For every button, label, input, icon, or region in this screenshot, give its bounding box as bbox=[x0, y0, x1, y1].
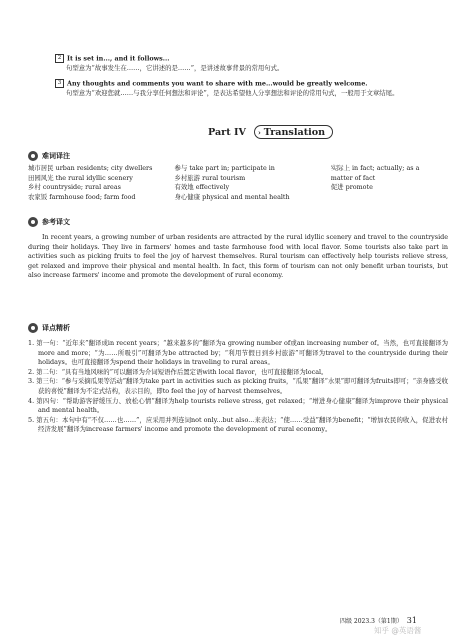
vocab-cell: 促进 promote bbox=[330, 183, 373, 192]
vocab-cell: matter of fact bbox=[330, 173, 376, 182]
item-number-box: 2 bbox=[55, 54, 64, 63]
vocab-row bbox=[28, 193, 448, 203]
vocab-cell bbox=[331, 193, 448, 203]
vocab-cell: 参与 take part in; participate in bbox=[174, 164, 275, 172]
part-title-badge bbox=[254, 125, 333, 139]
vocab-cell: 实际上 in fact; actually; as a bbox=[330, 164, 420, 172]
note-item: 1. 第一句：“近年来”翻译成in recent years；“越来越多的”翻译为a growing number of或an increasing number of。当然，也可直接翻译为more and more；“为……所吸引”可翻译为be attracted by；“利用节假日到乡村旅游”可翻译为travel to the countryside during their holidays。也可直接翻译为spend their holidays in traveling to rural areas。 bbox=[28, 339, 448, 367]
vocab-cell: 城市居民 urban residents; city dwellers bbox=[28, 164, 153, 172]
vocab-row bbox=[28, 183, 448, 193]
part-label: Part IV bbox=[208, 126, 246, 138]
vocab-cell: 农家饭 farmhouse food; farm food bbox=[28, 192, 136, 201]
item-title: It is set in..., and it follows... bbox=[67, 54, 170, 63]
note-item: 5. 第五句：本句中有“不仅……也……”，应采用并列连词not only...but also...来表达；“使……受益”翻译为benefit；“增加农民的收入，促进农村经济发展”翻译为increase farmers' income and promote the development of rural economy。 bbox=[28, 415, 448, 434]
pattern-item-3 bbox=[55, 79, 435, 99]
reference-translation bbox=[28, 233, 448, 281]
reference-paragraph: In recent years, a growing number of urban residents are attracted by the rural idyllic scenery and travel to the countryside during their holidays. They live in farmers' homes and taste farmhouse food with local flavor. Some tourists also take part in activities such as picking fruits to feel the joy of harvest themselves. Rural tourism can effectively help tourists relieve stress, get relaxed and improve their physical and mental health. In fact, this form of tourism can not only benefit urban tourists, but also increase farmers' income and promote the development of rural economy. bbox=[28, 233, 448, 280]
item-body: 句型意为“故事发生在……，它讲述的是……”，是讲述故事背景的常用句式。 bbox=[66, 64, 284, 73]
page-footer bbox=[340, 616, 417, 625]
section-heading-vocab bbox=[28, 150, 70, 162]
section-title: 译点精析 bbox=[42, 323, 70, 332]
vocab-cell: 田园风光 the rural idyllic scenery bbox=[28, 173, 133, 182]
note-item: 4. 第四句：“帮助游客舒缓压力、放松心情”翻译为help tourists relieve stress, get relaxed；“增进身心健康”翻译为improve their physical and mental health。 bbox=[28, 396, 448, 415]
section-bullet-icon bbox=[28, 217, 38, 227]
section-bullet-icon bbox=[28, 323, 38, 333]
vocab-cell: 乡村旅游 rural tourism bbox=[174, 173, 246, 182]
page-number: 31 bbox=[406, 616, 417, 625]
section-bullet-icon bbox=[28, 151, 38, 161]
section-heading-analysis bbox=[28, 322, 70, 334]
section-title: 难词译注 bbox=[42, 151, 70, 160]
item-number-box: 3 bbox=[55, 79, 64, 88]
item-body: 句型意为“欢迎您就……与我分享任何想法和评论”，是表达希望他人分享想法和评论的常用句式，一般用于文章结尾。 bbox=[66, 89, 399, 98]
part-heading bbox=[208, 124, 333, 140]
magazine-issue: 四级 2023.3（第1期） bbox=[340, 618, 403, 625]
chevron-right-icon: › bbox=[257, 127, 261, 137]
note-item: 3. 第三句：“参与采摘瓜果等活动”翻译为take part in activities such as picking fruits，“瓜果”翻译“水果”即可翻译为fruits即可；“亲身感受收获的喜悦”翻译为不定式结构，表示目的，即to feel the joy of harvest themselves。 bbox=[28, 377, 448, 395]
note-item: 2. 第二句：“具有当地风味的”可以翻译为介词短语作后置定语with local flavor，也可直接翻译为local。 bbox=[28, 367, 328, 376]
watermark: 知乎 @英语酱 bbox=[374, 626, 422, 635]
part-title: Translation bbox=[263, 126, 326, 138]
vocab-row bbox=[28, 174, 448, 184]
item-title: Any thoughts and comments you want to share with me...would be greatly welcome. bbox=[67, 79, 368, 88]
vocab-table bbox=[28, 164, 448, 202]
vocab-cell: 有效地 effectively bbox=[174, 183, 230, 192]
analysis-notes bbox=[28, 339, 448, 435]
vocab-cell: 身心健康 physical and mental health bbox=[174, 192, 290, 201]
pattern-item-2 bbox=[55, 54, 435, 74]
section-heading-reference bbox=[28, 216, 70, 228]
vocab-cell: 乡村 countryside; rural areas bbox=[28, 183, 121, 192]
section-title: 参考译文 bbox=[42, 217, 70, 226]
vocab-row bbox=[28, 164, 448, 174]
